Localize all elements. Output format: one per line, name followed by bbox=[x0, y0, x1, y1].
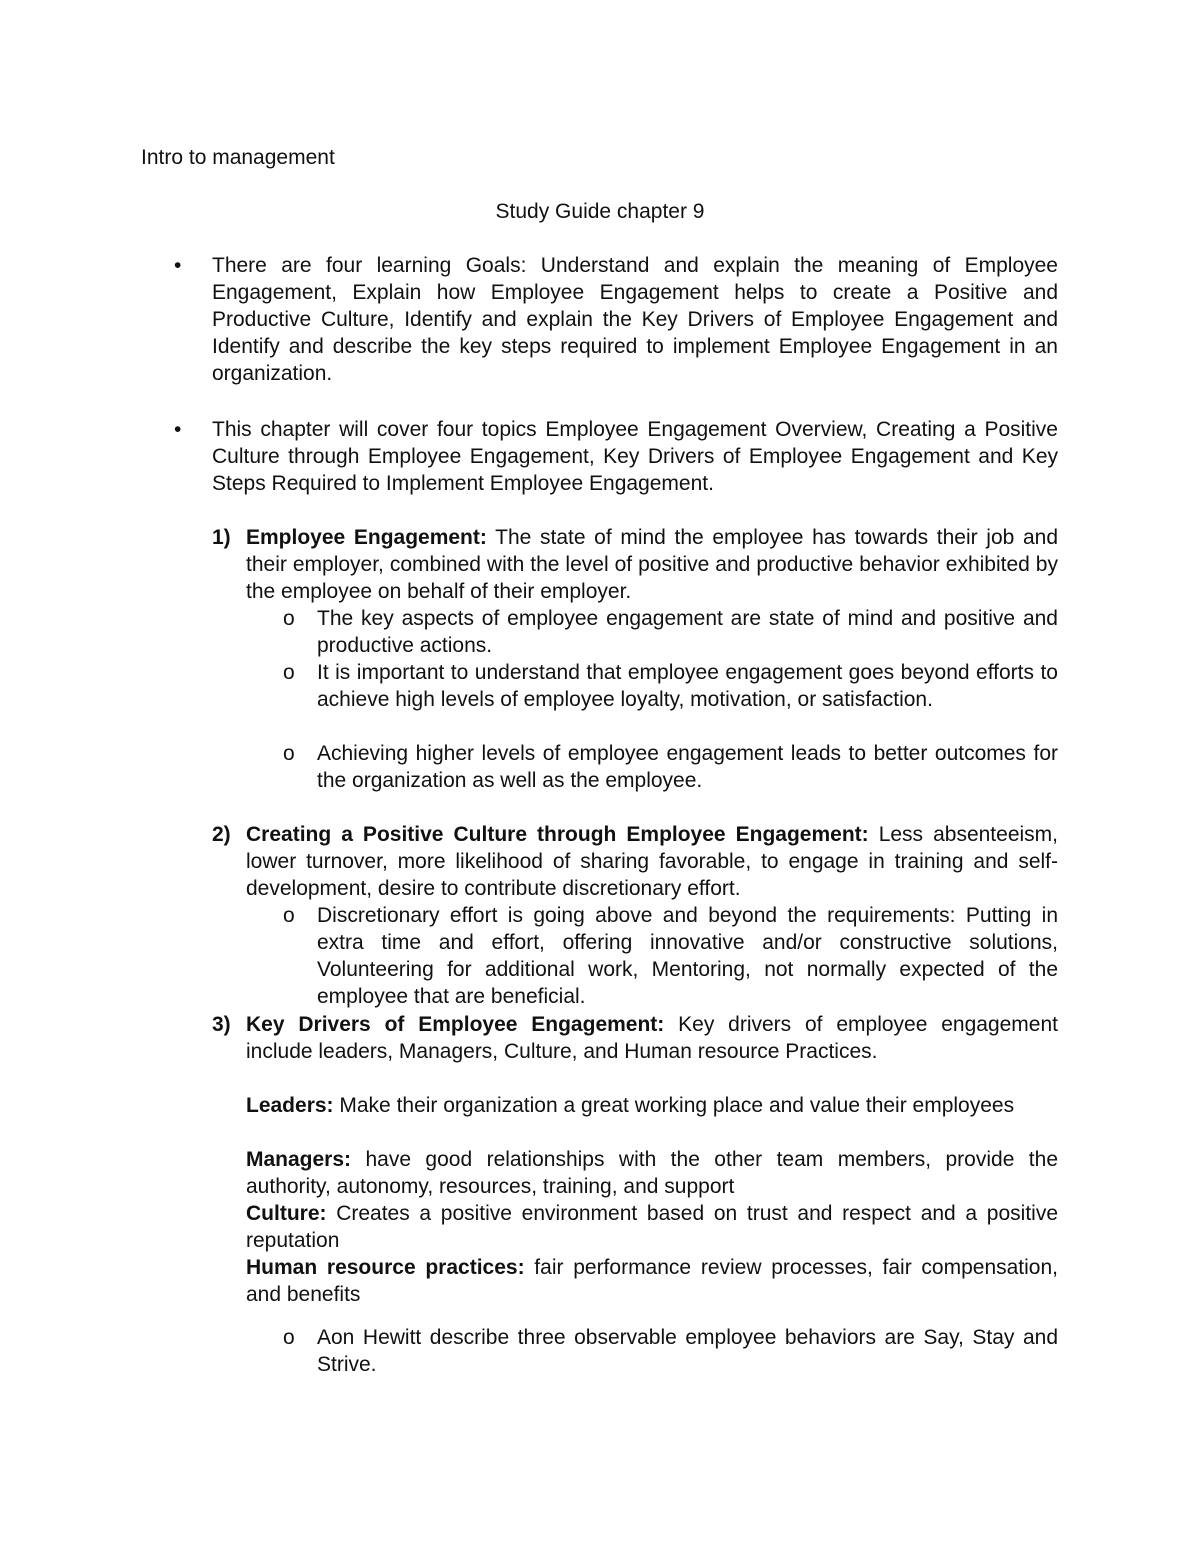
course-name: Intro to management bbox=[141, 146, 335, 169]
sub-marker: o bbox=[283, 1326, 295, 1349]
driver-culture bbox=[246, 1200, 1058, 1254]
sub-item-text: Discretionary effort is going above and beyond the requirements: Putting in extra time and effort, offering innovative and/or constructive solutions, Volunteering for additional work, Mentoring, not normally expected of the employee that are beneficial. bbox=[317, 904, 1058, 1008]
section-number: 3) bbox=[212, 1013, 231, 1036]
sub-item-text: It is important to understand that employee engagement goes beyond efforts to achieve high levels of employee loyalty, motivation, or satisfaction. bbox=[317, 661, 1058, 711]
sub-marker: o bbox=[283, 607, 295, 630]
section-text: Less absenteeism, lower turnover, more likelihood of sharing favorable, to engage in training and self-development, desire to contribute discretionary effort. bbox=[246, 823, 1058, 900]
list-item bbox=[174, 416, 1058, 497]
section-employee-engagement bbox=[212, 524, 1058, 605]
page-title: Study Guide chapter 9 bbox=[495, 200, 705, 223]
list-item bbox=[174, 252, 1058, 387]
sub-marker: o bbox=[283, 661, 295, 684]
driver-managers bbox=[246, 1146, 1058, 1200]
driver-term: Culture: bbox=[246, 1202, 327, 1225]
sub-item bbox=[283, 902, 1058, 1010]
section-positive-culture bbox=[212, 821, 1058, 902]
section-number: 2) bbox=[212, 823, 231, 846]
driver-hr-practices bbox=[246, 1254, 1058, 1308]
section-number: 1) bbox=[212, 526, 231, 549]
driver-term: Managers: bbox=[246, 1148, 352, 1171]
sub-item bbox=[283, 605, 1058, 659]
section-term: Employee Engagement: bbox=[246, 526, 487, 549]
driver-leaders bbox=[246, 1092, 1058, 1119]
sub-item bbox=[283, 740, 1058, 794]
driver-term: Leaders: bbox=[246, 1094, 334, 1117]
driver-text: have good relationships with the other team members, provide the authority, autonomy, resources, training, and support bbox=[246, 1148, 1058, 1198]
sub-item-text: Achieving higher levels of employee engagement leads to better outcomes for the organization as well as the employee. bbox=[317, 742, 1058, 792]
section-term: Key Drivers of Employee Engagement: bbox=[246, 1013, 665, 1036]
sub-item bbox=[283, 659, 1058, 713]
bullet-text: There are four learning Goals: Understand and explain the meaning of Employee Engagement, Explain how Employee Engagement helps to create a Positive and Productive Culture, Identify and explain the Key Drivers of Employee Engagement and Identify and describe the key steps required to implement Employee Engagement in an organization. bbox=[212, 254, 1058, 385]
driver-text: Make their organization a great working place and value their employees bbox=[333, 1094, 1015, 1117]
driver-text: Creates a positive environment based on trust and respect and a positive reputation bbox=[246, 1202, 1058, 1252]
section-key-drivers bbox=[212, 1011, 1058, 1065]
driver-term: Human resource practices: bbox=[246, 1256, 525, 1279]
sub-item-text: Aon Hewitt describe three observable employee behaviors are Say, Stay and Strive. bbox=[317, 1326, 1058, 1376]
driver-text: fair performance review processes, fair compensation, and benefits bbox=[246, 1256, 1058, 1306]
bullet-marker: • bbox=[174, 418, 182, 441]
section-term: Creating a Positive Culture through Employee Engagement: bbox=[246, 823, 869, 846]
sub-item bbox=[283, 1324, 1058, 1378]
section-text: The state of mind the employee has towards their job and their employer, combined with the level of positive and productive behavior exhibited by the employee on behalf of their employer. bbox=[246, 526, 1058, 603]
sub-marker: o bbox=[283, 742, 295, 765]
bullet-text: This chapter will cover four topics Employee Engagement Overview, Creating a Positive Culture through Employee Engagement, Key Drivers of Employee Engagement and Key Steps Required to Implement Employee Engagement. bbox=[212, 418, 1058, 495]
bullet-marker: • bbox=[174, 254, 182, 277]
sub-marker: o bbox=[283, 904, 295, 927]
sub-item-text: The key aspects of employee engagement are state of mind and positive and productive actions. bbox=[317, 607, 1058, 657]
section-text: Key drivers of employee engagement include leaders, Managers, Culture, and Human resource Practices. bbox=[246, 1013, 1058, 1063]
